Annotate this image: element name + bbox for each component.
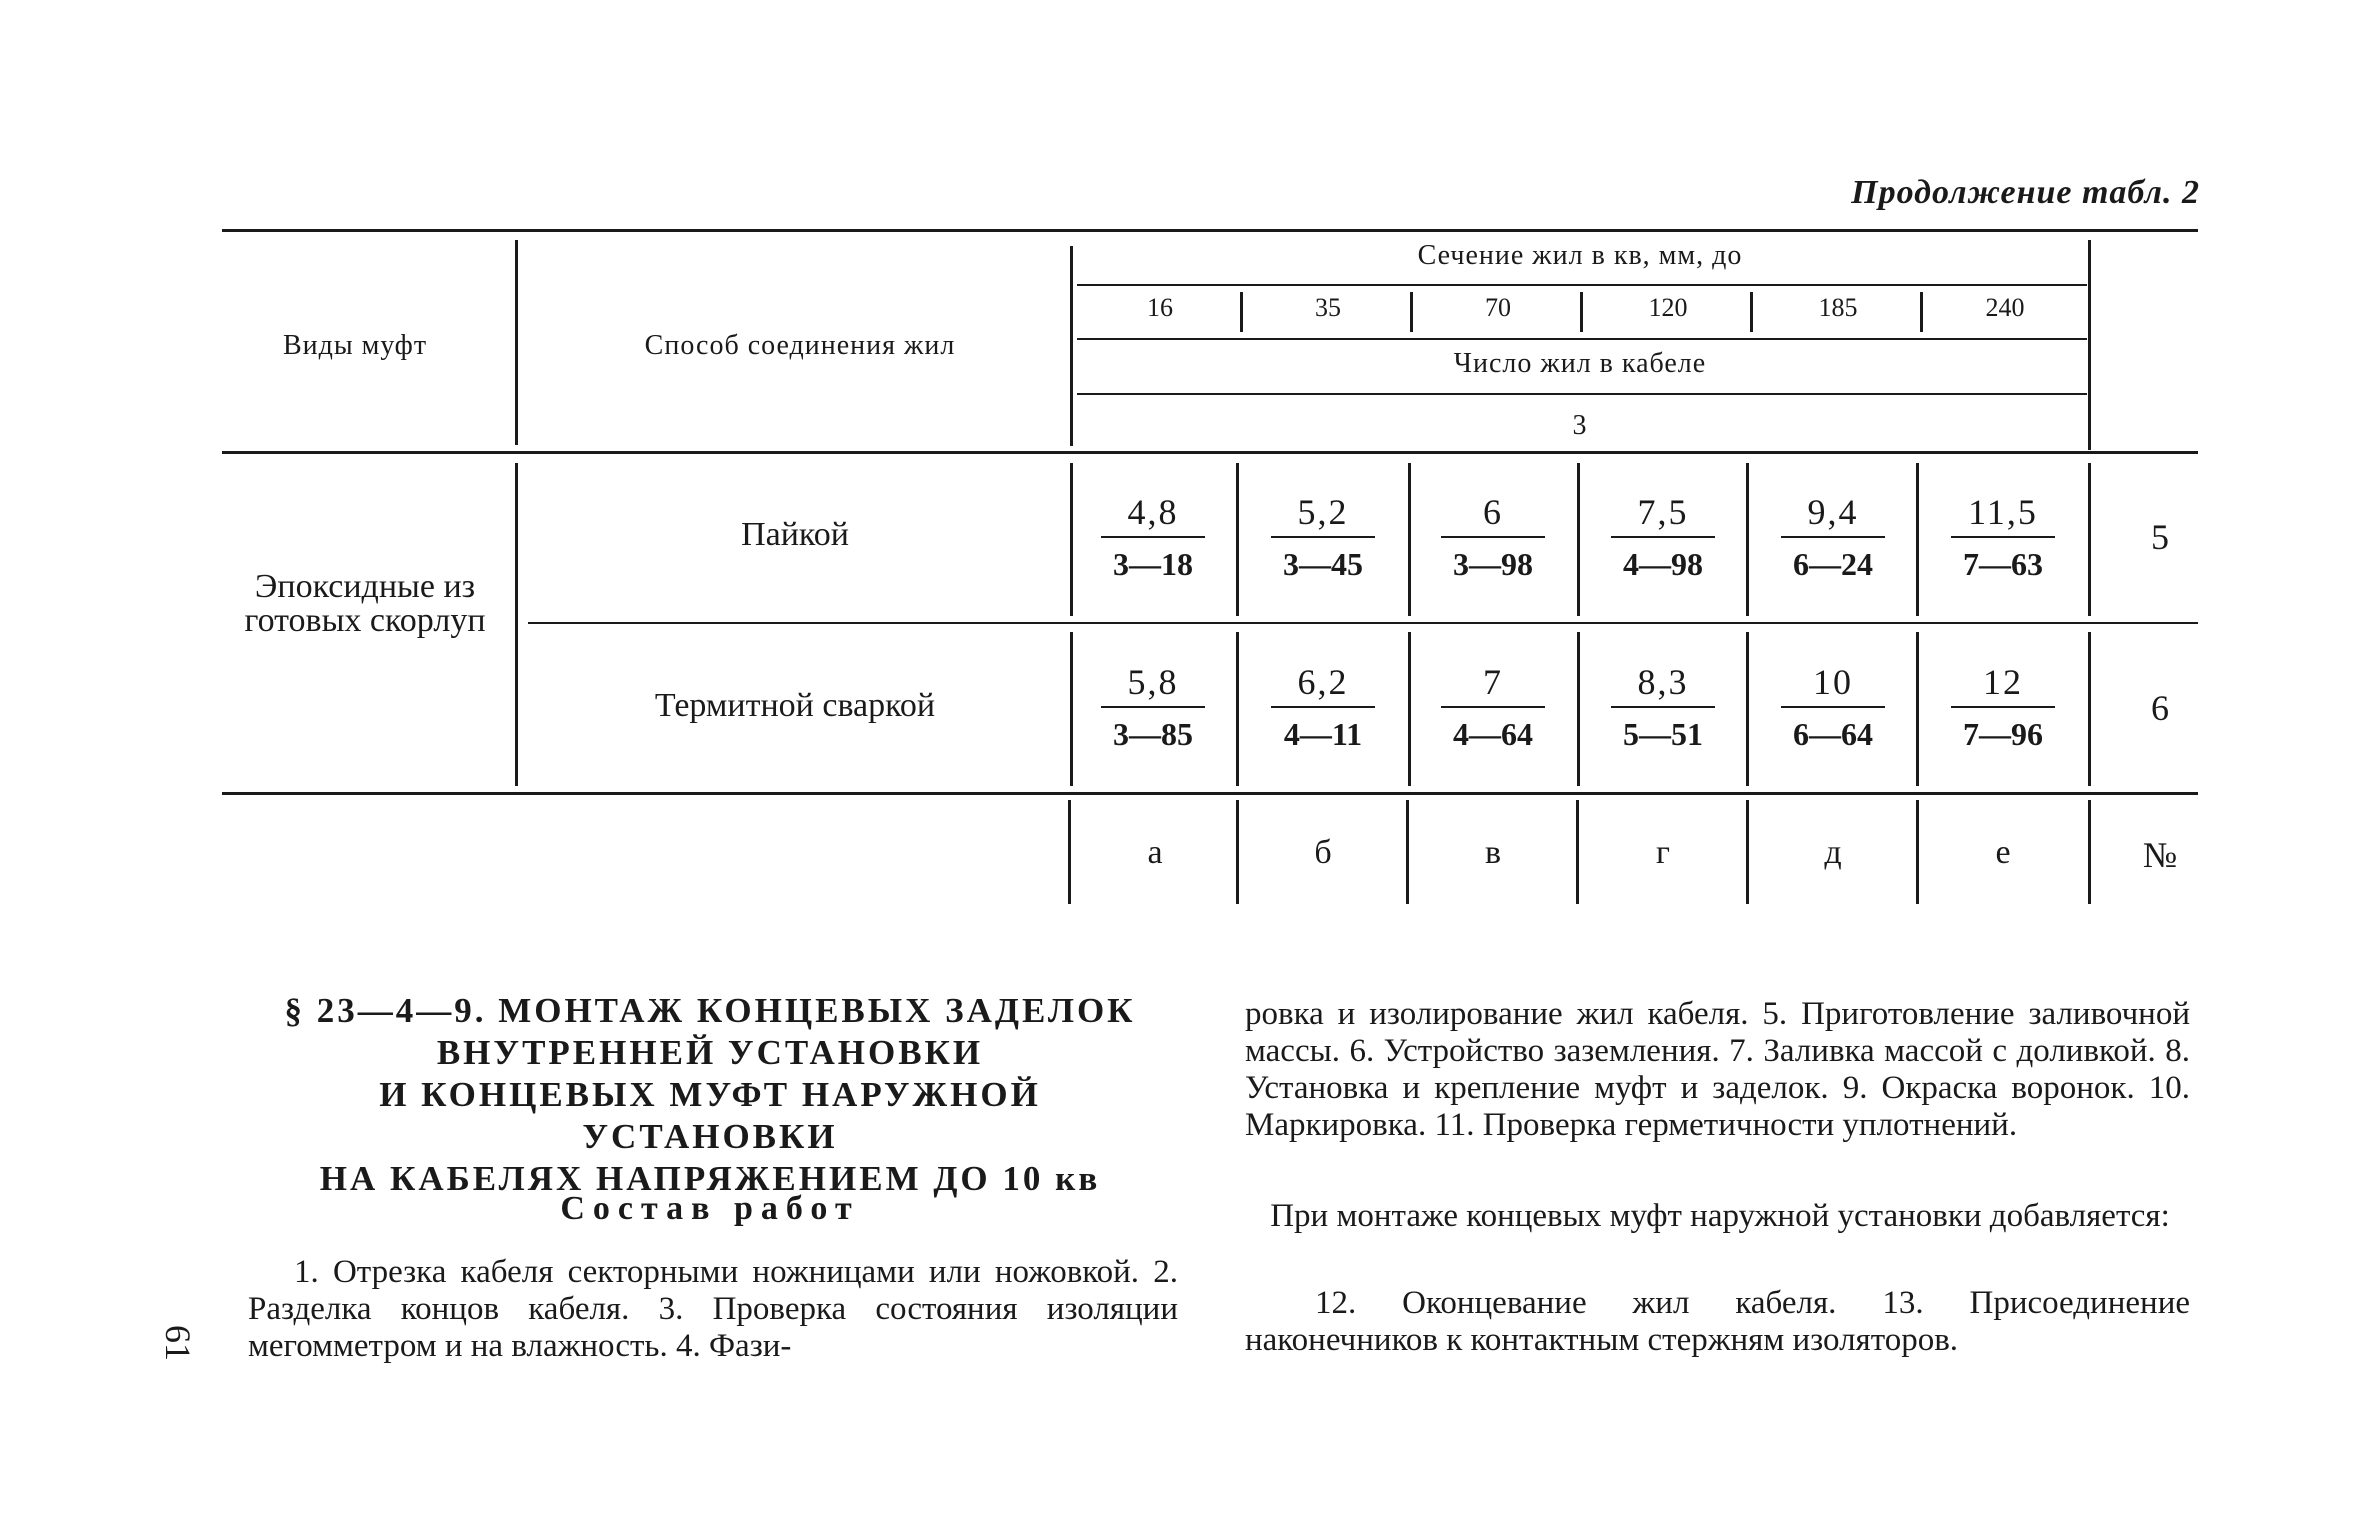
- right-paragraph-1: ровка и изолирование жил кабеля. 5. Приготовление заливочной массы. 6. Устройство заземления. 7. Заливка массой с доливкой. 8. Установка и крепление муфт и заделок. 9. Окраска воронок. 10. Маркировка. 11. Проверка герметичности уплотнений.: [1245, 996, 2190, 1143]
- cell-den: 3—18: [1113, 546, 1193, 582]
- row1-method: Пайкой: [741, 516, 849, 553]
- vline-kinds: [515, 240, 518, 445]
- section-16: 16: [1147, 293, 1173, 322]
- heading-line-2: ВНУТРЕННЕЙ УСТАНОВКИ: [436, 1033, 984, 1072]
- fraction-bar: [1781, 536, 1885, 538]
- cell-r2-c5: [1748, 660, 1918, 754]
- cell-r2-c1: [1068, 660, 1238, 754]
- cell-num: 7: [1483, 662, 1503, 702]
- fraction-bar: [1101, 536, 1205, 538]
- table-top-rule: [222, 229, 2198, 232]
- cell-num: 12: [1983, 662, 2023, 702]
- row-group-label: Эпоксидные из готовых скорлуп: [244, 568, 486, 639]
- right-paragraph-2: При монтаже концевых муфт наружной установки добавляется:: [1270, 1198, 2170, 1234]
- vline-method: [1070, 246, 1073, 446]
- section-heading: [250, 990, 1170, 1200]
- section-240: 240: [1985, 293, 2025, 322]
- cell-den: 3—98: [1453, 546, 1533, 582]
- cores-rule: [1077, 393, 2087, 395]
- fraction-bar: [1271, 706, 1375, 708]
- cell-r1-c5: [1748, 490, 1918, 584]
- cell-den: 6—24: [1793, 546, 1873, 582]
- cell-den: 5—51: [1623, 716, 1703, 752]
- cell-r1-c6: [1918, 490, 2088, 584]
- fraction-bar: [1101, 706, 1205, 708]
- cell-r2-c3: [1408, 660, 1578, 754]
- left-paragraph: 1. Отрезка кабеля секторными ножницами или ножовкой. 2. Разделка концов кабеля. 3. Проверка состояния изоляции мегомметром и на влажность. 4. Фази-: [248, 1254, 1178, 1364]
- sections-rule: [1077, 338, 2087, 340]
- cell-num: 7,5: [1637, 492, 1689, 532]
- cell-num: 9,4: [1807, 492, 1859, 532]
- cell-den: 3—45: [1283, 546, 1363, 582]
- row-divider: [528, 622, 2198, 624]
- vline-no: [2088, 240, 2091, 450]
- cell-num: 6,2: [1297, 662, 1349, 702]
- cell-den: 4—98: [1623, 546, 1703, 582]
- heading-line-4: НА КАБЕЛЯХ НАПРЯЖЕНИЕМ ДО 10 кв: [319, 1159, 1101, 1198]
- fraction-bar: [1611, 536, 1715, 538]
- cell-num: 5,8: [1127, 662, 1179, 702]
- cell-num: 4,8: [1127, 492, 1179, 532]
- right-paragraph-3: 12. Оконцевание жил кабеля. 13. Присоединение наконечников к контактным стержням изоляторов.: [1245, 1285, 2190, 1358]
- r2-v6: [2088, 632, 2091, 786]
- cell-den: 4—64: [1453, 716, 1533, 752]
- fraction-bar: [1611, 706, 1715, 708]
- cell-r1-c3: [1408, 490, 1578, 584]
- row2-number: 6: [2151, 688, 2169, 728]
- row2-method: Термитной сваркой: [654, 687, 936, 724]
- col-letter-b: б: [1314, 834, 1332, 871]
- no-label: №: [2142, 835, 2178, 875]
- page-number: 61: [158, 1325, 198, 1361]
- table-body-bottom-rule: [222, 792, 2198, 795]
- cell-den: 3—85: [1113, 716, 1193, 752]
- col-letter-g: г: [1656, 834, 1670, 871]
- section-header: [1080, 240, 2080, 272]
- cell-r2-c4: [1578, 660, 1748, 754]
- section-header-rule: [1077, 284, 2087, 286]
- fraction-bar: [1271, 536, 1375, 538]
- cell-num: 10: [1813, 662, 1853, 702]
- col-kinds-header: Виды муфт: [282, 330, 428, 361]
- fraction-bar: [1951, 536, 2055, 538]
- cell-den: 6—64: [1793, 716, 1873, 752]
- fraction-bar: [1441, 536, 1545, 538]
- section-35: 35: [1315, 293, 1341, 322]
- cell-r1-c2: [1238, 490, 1408, 584]
- col-letter-a: а: [1147, 834, 1163, 871]
- cell-r1-c1: [1068, 490, 1238, 584]
- cell-r2-c2: [1238, 660, 1408, 754]
- subheading: Состав работ: [560, 1190, 860, 1227]
- cell-num: 5,2: [1297, 492, 1349, 532]
- cell-r2-c6: [1918, 660, 2088, 754]
- r1-v6: [2088, 463, 2091, 616]
- cell-num: 8,3: [1637, 662, 1689, 702]
- col-letter-v: в: [1484, 834, 1502, 871]
- section-120: 120: [1648, 293, 1688, 322]
- fraction-bar: [1951, 706, 2055, 708]
- vline-kinds-body: [515, 463, 518, 786]
- cell-den: 7—63: [1963, 546, 2043, 582]
- header-bottom-rule: [222, 451, 2198, 454]
- cell-den: 4—11: [1283, 716, 1363, 752]
- cores-header: Число жил в кабеле: [1453, 348, 1707, 379]
- section-185: 185: [1818, 293, 1858, 322]
- col-method-header: Способ соединения жил: [644, 330, 956, 361]
- row1-number: 5: [2151, 517, 2169, 557]
- fraction-bar: [1781, 706, 1885, 708]
- heading-line-1: § 23—4—9. МОНТАЖ КОНЦЕВЫХ ЗАДЕЛОК: [284, 991, 1136, 1030]
- table-caption: Продолжение табл. 2: [1851, 174, 2200, 211]
- fraction-bar: [1441, 706, 1545, 708]
- cell-num: 6: [1483, 492, 1503, 532]
- col-letter-d: д: [1824, 834, 1842, 871]
- col-letter-e: е: [1995, 834, 2011, 871]
- section-header-text: Сечение жил в кв, мм, до: [1417, 240, 1743, 271]
- heading-line-3: И КОНЦЕВЫХ МУФТ НАРУЖНОЙ УСТАНОВКИ: [379, 1075, 1041, 1156]
- cores-value: 3: [1572, 410, 1588, 441]
- i-v6: [2088, 800, 2091, 904]
- section-70: 70: [1485, 293, 1511, 322]
- cell-den: 7—96: [1963, 716, 2043, 752]
- cell-r1-c4: [1578, 490, 1748, 584]
- cell-num: 11,5: [1968, 492, 2038, 532]
